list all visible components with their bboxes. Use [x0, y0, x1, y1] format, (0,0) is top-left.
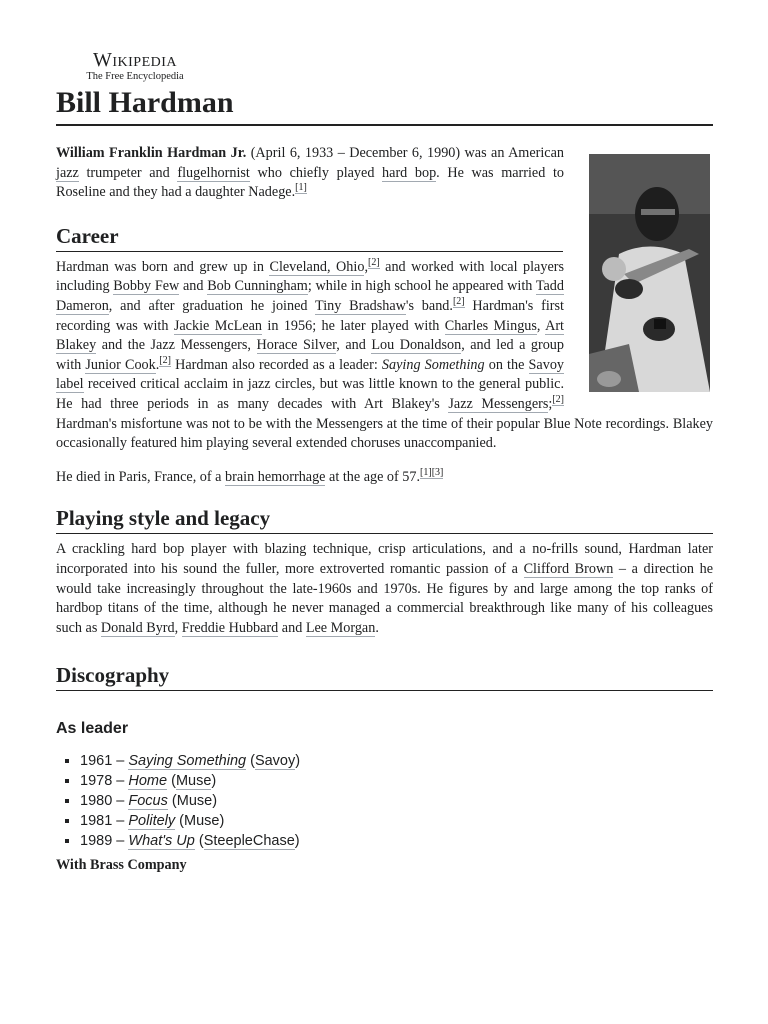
reference-2[interactable] — [159, 355, 171, 367]
text: , — [364, 258, 368, 275]
text: , — [174, 619, 182, 636]
list-item — [80, 791, 713, 811]
link-bobby-few[interactable]: Bobby Few — [113, 278, 180, 295]
album-title[interactable]: Home — [128, 772, 168, 789]
text: ) — [294, 832, 300, 849]
album-title[interactable]: Saying Something — [128, 752, 247, 769]
reference-1[interactable] — [295, 182, 307, 194]
list-item — [80, 751, 713, 771]
album-title: Saying Something — [381, 356, 485, 373]
section-heading-career: Career — [56, 223, 563, 252]
album-title[interactable]: Politely — [128, 812, 176, 829]
text: on the — [484, 356, 529, 373]
link-jazz-messengers[interactable]: Jazz Messengers — [448, 395, 549, 412]
text: and — [278, 619, 306, 636]
text: ( — [246, 752, 255, 769]
reference-2[interactable] — [552, 394, 564, 406]
reference-link[interactable]: [2] — [552, 394, 564, 406]
text: . — [375, 619, 379, 636]
text: Hardman's misfortune was not to be with the Messengers at the time of their popular Blue Note recordings. Blakey occasionally featured him playing several extended choruses unaccompanied. — [56, 415, 713, 452]
text: Hardman also recorded as a leader: — [170, 356, 382, 373]
article-body — [56, 144, 713, 875]
link-album[interactable] — [128, 753, 246, 770]
text: ( — [167, 792, 177, 809]
text: Hardman was born and grew up in — [56, 258, 270, 275]
text: and — [179, 278, 208, 295]
album-title[interactable]: Focus — [128, 792, 168, 809]
text: at the age of 57. — [325, 468, 421, 485]
link-album[interactable] — [128, 793, 168, 810]
link-cleveland-ohio[interactable]: Cleveland, Ohio — [269, 258, 365, 275]
reference-3[interactable] — [432, 467, 444, 479]
album-year: 1981 – — [80, 812, 129, 829]
link-lou-donaldson[interactable]: Lou Donaldson — [371, 337, 462, 354]
text: ( — [167, 772, 176, 789]
link-album[interactable] — [128, 833, 194, 850]
link-freddie-hubbard[interactable]: Freddie Hubbard — [181, 619, 279, 636]
text: ( — [175, 812, 184, 829]
text: . He was married to Roseline and they had a daughter Nadege. — [56, 164, 564, 201]
link-album[interactable] — [128, 813, 175, 830]
text: who chiefly played — [249, 164, 383, 181]
text: A crackling hard bop player with blazing technique, crisp articulations, and a no-frills sound, Hardman later incorporated into his sound the fuller, more extroverted romantic passion of a — [56, 541, 713, 577]
text: ( — [194, 832, 204, 849]
trumpeter-photo-image — [589, 154, 710, 392]
text: ) — [219, 812, 225, 829]
text: ; while in high school he appeared with — [307, 278, 536, 295]
text: ) — [212, 792, 218, 809]
album-year: 1980 – — [80, 792, 129, 809]
text: ; — [548, 395, 553, 412]
link-lee-morgan[interactable]: Lee Morgan — [305, 619, 376, 636]
list-item — [80, 831, 713, 851]
text: He died in Paris, France, of a — [56, 468, 226, 485]
text: 's band. — [405, 297, 453, 314]
death-paragraph — [56, 468, 713, 488]
subsection-heading-brass-company: With Brass Company — [56, 856, 187, 873]
text: Hardman's first recording was with — [56, 297, 564, 334]
discography-list — [56, 751, 713, 851]
link-jazz[interactable]: jazz — [56, 164, 79, 181]
album-year: 1978 – — [80, 772, 129, 789]
reference-2[interactable] — [368, 257, 380, 269]
reference-link[interactable]: [2] — [367, 257, 380, 269]
wikipedia-logo[interactable] — [76, 50, 194, 83]
link-tiny-bradshaw[interactable]: Tiny Bradshaw — [315, 297, 406, 314]
reference-link[interactable]: [1] — [420, 466, 432, 478]
link-tadd-dameron[interactable]: Tadd Dameron — [56, 278, 564, 314]
list-item — [80, 771, 713, 791]
link-donald-byrd[interactable]: Donald Byrd — [100, 619, 175, 636]
portrait-photo[interactable] — [589, 154, 710, 392]
link-bob-cunningham[interactable]: Bob Cunningham — [207, 278, 308, 295]
section-heading-playing-style: Playing style and legacy — [56, 505, 713, 534]
link-clifford-brown[interactable]: Clifford Brown — [523, 560, 614, 577]
list-item — [80, 811, 713, 831]
reference-link[interactable]: [2] — [159, 355, 171, 367]
link-record-label[interactable]: SteepleChase — [203, 832, 295, 849]
logo-wordmark: Wikipedia — [92, 49, 178, 71]
link-hard-bop[interactable]: hard bop — [382, 164, 437, 181]
reference-link[interactable]: [3] — [431, 466, 444, 478]
reference-link[interactable]: [2] — [452, 296, 465, 308]
text: and worked with local players including — [56, 258, 564, 295]
record-label: Muse — [176, 792, 213, 809]
text: in 1956; he later played with — [261, 317, 445, 334]
section-heading-discography: Discography — [56, 662, 713, 691]
link-horace-silver[interactable]: Horace Silver — [256, 337, 337, 354]
link-record-label[interactable]: Muse — [175, 772, 212, 789]
album-title[interactable]: What's Up — [128, 832, 195, 849]
text: . — [155, 356, 160, 373]
link-jackie-mclean[interactable]: Jackie McLean — [173, 317, 262, 334]
link-album[interactable] — [128, 773, 167, 790]
text: trumpeter and — [78, 164, 178, 181]
logo-tagline: The Free Encyclopedia — [86, 71, 184, 82]
text: , — [536, 317, 546, 334]
link-record-label[interactable]: Savoy — [254, 752, 296, 769]
text: ) — [295, 752, 301, 769]
reference-2[interactable] — [453, 296, 465, 308]
album-year: 1961 – — [80, 752, 129, 769]
link-brain-hemorrhage[interactable]: brain hemorrhage — [225, 468, 326, 485]
style-paragraph — [56, 540, 713, 638]
subject-name: William Franklin Hardman Jr. — [56, 145, 247, 161]
album-year: 1989 – — [80, 832, 129, 849]
link-flugelhornist[interactable]: flugelhornist — [177, 164, 250, 181]
text: – a direction he would take increasingly throughout the late-1960s and 1970s. He figures by and large among the top ranks of hardbop titans of the time, although he never managed a commercial breakthrough like many of his colleagues such as — [56, 560, 713, 636]
subsection-heading-as-leader: As leader — [56, 720, 129, 738]
reference-link[interactable]: [1] — [295, 182, 307, 194]
link-junior-cook[interactable]: Junior Cook — [85, 356, 156, 373]
text: ) — [211, 772, 217, 789]
link-charles-mingus[interactable]: Charles Mingus — [444, 317, 537, 334]
text: received critical acclaim in jazz circles, but was little known to the general public. He had three periods in as many decades with Art Blakey's — [56, 376, 564, 412]
text: (April 6, 1933 – December 6, 1990) was an American — [246, 145, 564, 161]
link-art-blakey[interactable]: Art Blakey — [56, 317, 564, 354]
link-savoy-label[interactable]: Savoy label — [56, 356, 564, 393]
text: and the Jazz Messengers, — [96, 337, 257, 354]
text: , and led a group with — [56, 337, 564, 373]
page-title: Bill Hardman — [56, 84, 713, 126]
reference-1[interactable] — [420, 467, 432, 479]
text: , and — [336, 337, 372, 354]
record-label: Muse — [184, 812, 220, 829]
text: , and after graduation he joined — [108, 297, 316, 314]
